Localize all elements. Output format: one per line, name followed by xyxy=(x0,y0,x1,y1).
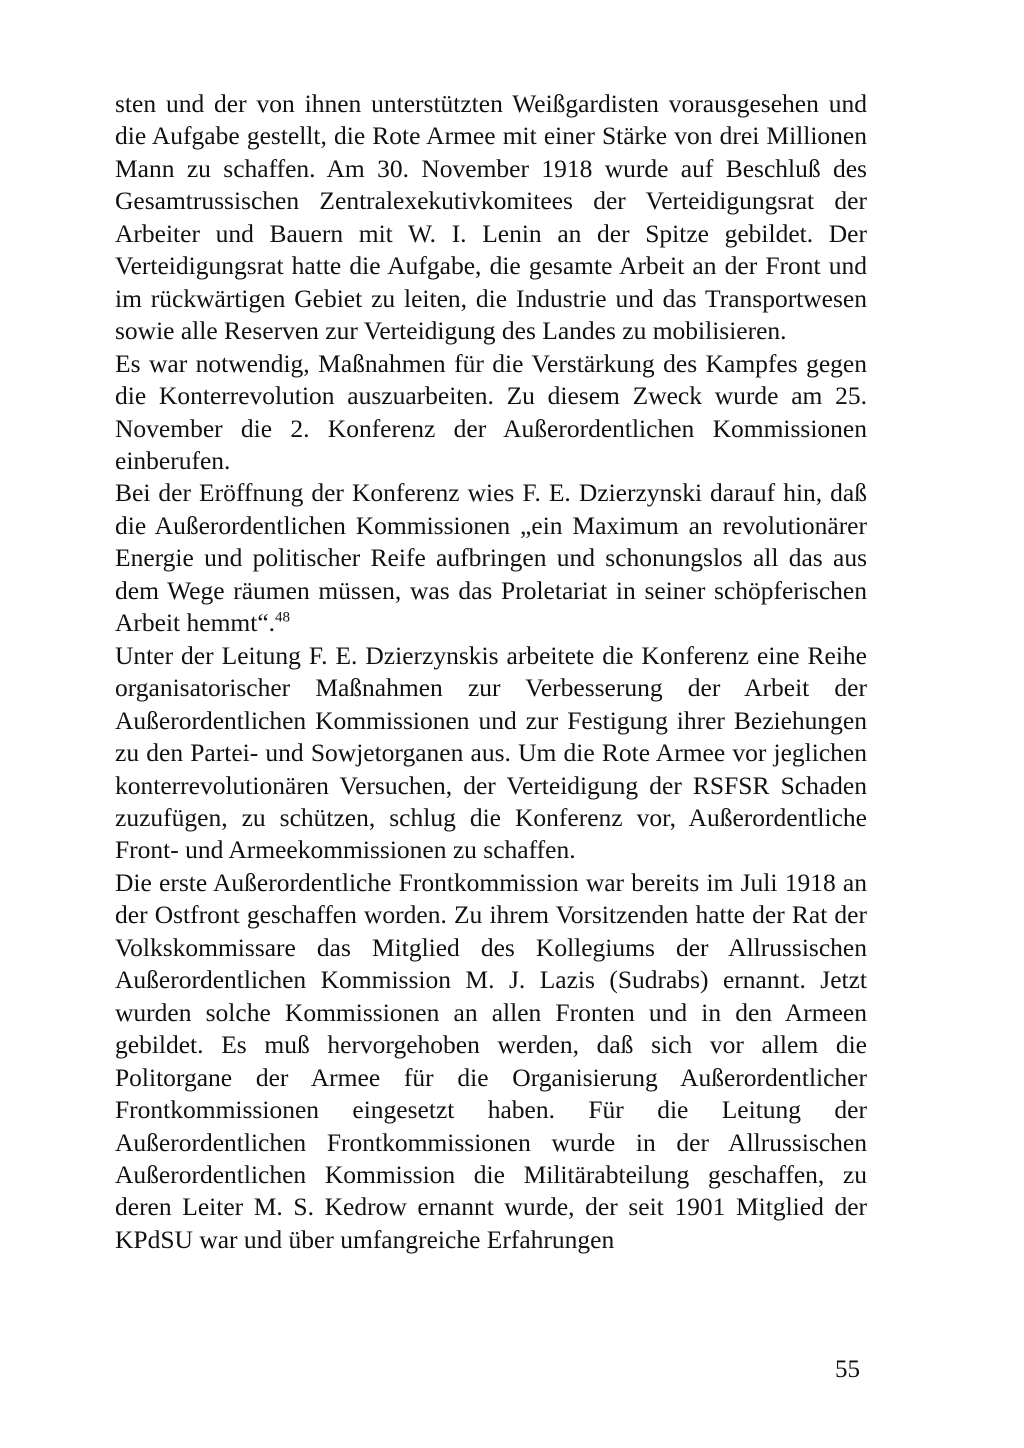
paragraph-3 xyxy=(115,477,867,639)
paragraph-2: Es war notwendig, Maßnahmen für die Verstärkung des Kampfes gegen die Konterrevolution auszuarbeiten. Zu diesem Zweck wurde am 25. November die 2. Konferenz der Außerordentlichen Kommissionen einberufen. xyxy=(115,348,867,475)
paragraph-3-text: Bei der Eröffnung der Konferenz wies F. E. Dzierzynski darauf hin, daß die Außerordentlichen Kommissionen „ein Maximum an revolutionärer Energie und politischer Reife aufbringen und schonungslos all das aus dem Wege räumen müssen, was das Proletariat in seiner schöpferischen Arbeit hemmt“. xyxy=(115,478,867,638)
footnote-reference: 48 xyxy=(275,609,291,626)
paragraph-1: sten und der von ihnen unterstützten Weißgardisten vorausgesehen und die Aufgabe gestellt, die Rote Armee mit einer Stärke von drei Millionen Mann zu schaffen. Am 30. November 1918 wurde auf Beschluß des Gesamtrussischen Zentralexekutivkomitees der Verteidigungsrat der Arbeiter und Bauern mit W. I. Lenin an der Spitze gebildet. Der Verteidigungsrat hatte die Aufgabe, die gesamte Arbeit an der Front und im rückwärtigen Gebiet zu leiten, die Industrie und das Transportwesen sowie alle Reserven zur Verteidigung des Landes zu mobilisieren. xyxy=(115,89,867,346)
paragraph-5: Die erste Außerordentliche Frontkommission war bereits im Juli 1918 an der Ostfront geschaffen worden. Zu ihrem Vorsitzenden hatte der Rat der Volkskommissare das Mitglied des Kollegiums der Allrussischen Außerordentlichen Kommission M. J. Lazis (Sudrabs) ernannt. Jetzt wurden solche Kommissionen an allen Fronten und in den Armeen gebildet. Es muß hervorgehoben werden, daß sich vor allem die Politorgane der Armee für die Organisierung Außerordentlicher Frontkommissionen eingesetzt haben. Für die Leitung der Außerordentlichen Frontkommissionen wurde in der Allrussischen Außerordentlichen Kommission die Militärabteilung geschaffen, zu deren Leiter M. S. Kedrow ernannt wurde, der seit 1901 Mitglied der KPdSU war und über umfangreiche Erfahrungen xyxy=(115,867,867,1254)
paragraph-4: Unter der Leitung F. E. Dzierzynskis arbeitete die Konferenz eine Reihe organisatorischer Maßnahmen zur Verbesserung der Arbeit der Außerordentlichen Kommissionen und zur Festigung ihrer Beziehungen zu den Partei- und Sowjetorganen aus. Um die Rote Armee vor jeglichen konterrevolutionären Versuchen, der Verteidigung der RSFSR Schaden zuzufügen, zu schützen, schlug die Konferenz vor, Außerordentliche Front- und Armeekommissionen zu schaffen. xyxy=(115,640,867,865)
body-text xyxy=(115,88,867,1256)
page-number: 55 xyxy=(835,1356,860,1383)
